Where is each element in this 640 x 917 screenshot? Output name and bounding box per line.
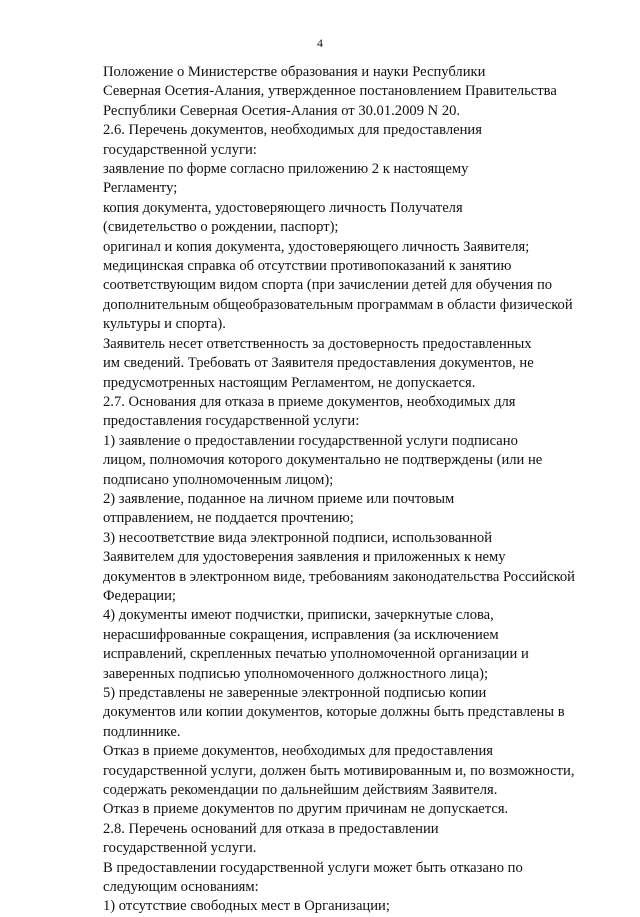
text-line: подписано уполномоченным лицом); xyxy=(103,471,334,488)
paragraph-applicant-responsibility xyxy=(61,335,582,393)
text-line: 1) отсутствие свободных мест в Организации; xyxy=(103,898,390,915)
paragraph-refusal-5 xyxy=(61,684,582,742)
text-line: Федерации; xyxy=(103,587,176,604)
text-line: следующим основаниям: xyxy=(103,879,259,896)
text-line: (свидетельство о рождении, паспорт); xyxy=(103,219,339,236)
text-line: Республики Северная Осетия-Алания от 30.01.2009 N 20. xyxy=(103,102,461,119)
text-line: копия документа, удостоверяющего личность Получателя xyxy=(103,199,463,216)
text-line: предоставления государственной услуги: xyxy=(103,413,360,430)
paragraph-refusal-4 xyxy=(61,606,582,684)
text-line: 3) несоответствие вида электронной подписи, использованной xyxy=(103,529,493,546)
text-line: Отказ в приеме документов, необходимых для предоставления xyxy=(103,743,494,760)
text-line: 2.7. Основания для отказа в приеме документов, необходимых для xyxy=(103,393,516,410)
page-number: 4 xyxy=(317,36,323,50)
text-line: содержать рекомендации по дальнейшим действиям Заявителя. xyxy=(103,782,498,799)
text-line: 2.6. Перечень документов, необходимых для предоставления xyxy=(103,122,482,139)
paragraph-refusal-3 xyxy=(61,529,582,607)
text-line: 1) заявление о предоставлении государственной услуги подписано xyxy=(103,432,518,449)
text-line: культуры и спорта). xyxy=(103,316,226,333)
paragraph-denial-ground-1 xyxy=(61,897,582,916)
paragraph-applicant-id xyxy=(61,238,582,257)
text-line: дополнительным общеобразовательным программам в области физической xyxy=(103,296,573,313)
text-line: Регламенту; xyxy=(103,180,178,197)
paragraph-section-2-6 xyxy=(61,121,582,160)
text-line: 5) представлены не заверенные электронной подписью копии xyxy=(103,685,487,701)
text-line: Северная Осетия-Алания, утвержденное постановлением Правительства xyxy=(103,83,557,100)
text-line: отправлением, не поддается прочтению; xyxy=(103,510,354,527)
text-line: нерасшифрованные сокращения, исправления (за исключением xyxy=(103,626,499,643)
paragraph-recipient-id-copy xyxy=(61,199,582,238)
text-line: заверенных подписью уполномоченного должностного лица); xyxy=(103,665,489,682)
text-line: подлиннике. xyxy=(103,723,181,740)
paragraph-denial-grounds-intro xyxy=(61,859,582,898)
paragraph-refusal-2 xyxy=(61,490,582,529)
text-line: им сведений. Требовать от Заявителя предоставления документов, не xyxy=(103,355,534,372)
text-line: В предоставлении государственной услуги может быть отказано по xyxy=(103,859,523,876)
text-line: государственной услуги: xyxy=(103,141,257,158)
paragraph-refusal-1 xyxy=(61,432,582,490)
text-line: соответствующим видом спорта (при зачислении детей для обучения по xyxy=(103,277,553,294)
text-line: документов в электронном виде, требованиям законодательства Российской xyxy=(103,568,575,585)
text-line: исправлений, скрепленных печатью уполномоченной организации и xyxy=(103,646,529,663)
text-line: медицинская справка об отсутствии противопоказаний к занятию xyxy=(103,258,512,275)
text-line: Заявителем для удостоверения заявления и приложенных к нему xyxy=(103,549,506,566)
text-line: оригинал и копия документа, удостоверяющего личность Заявителя; xyxy=(103,238,530,255)
paragraph-medical-certificate xyxy=(61,257,582,335)
text-line: 2) заявление, поданное на личном приеме или почтовым xyxy=(103,490,455,507)
text-line: Заявитель несет ответственность за достоверность предоставленных xyxy=(103,335,532,352)
text-line: заявление по форме согласно приложению 2 к настоящему xyxy=(103,161,469,178)
text-line: государственной услуги, должен быть мотивированным и, по возможности, xyxy=(103,762,575,779)
text-line: государственной услуги. xyxy=(103,840,257,857)
document-body xyxy=(61,63,582,917)
text-line: лицом, полномочия которого документально не подтверждены (или не xyxy=(103,452,543,469)
text-line: Положение о Министерстве образования и науки Республики xyxy=(103,64,486,80)
paragraph-application-form xyxy=(61,160,582,199)
text-line: 2.8. Перечень оснований для отказа в предоставлении xyxy=(103,820,439,837)
text-line: 4) документы имеют подчистки, приписки, зачеркнутые слова, xyxy=(103,607,494,624)
text-line: документов или копии документов, которые должны быть представлены в xyxy=(103,704,565,721)
text-line: предусмотренных настоящим Регламентом, не допускается. xyxy=(103,374,476,391)
text-line: Отказ в приеме документов по другим причинам не допускается. xyxy=(103,801,509,818)
paragraph-refusal-motivation xyxy=(61,742,582,800)
paragraph-regulation-reference xyxy=(61,63,582,121)
paragraph-section-2-7 xyxy=(61,393,582,432)
paragraph-section-2-8 xyxy=(61,820,582,859)
paragraph-no-other-reasons xyxy=(61,800,582,819)
